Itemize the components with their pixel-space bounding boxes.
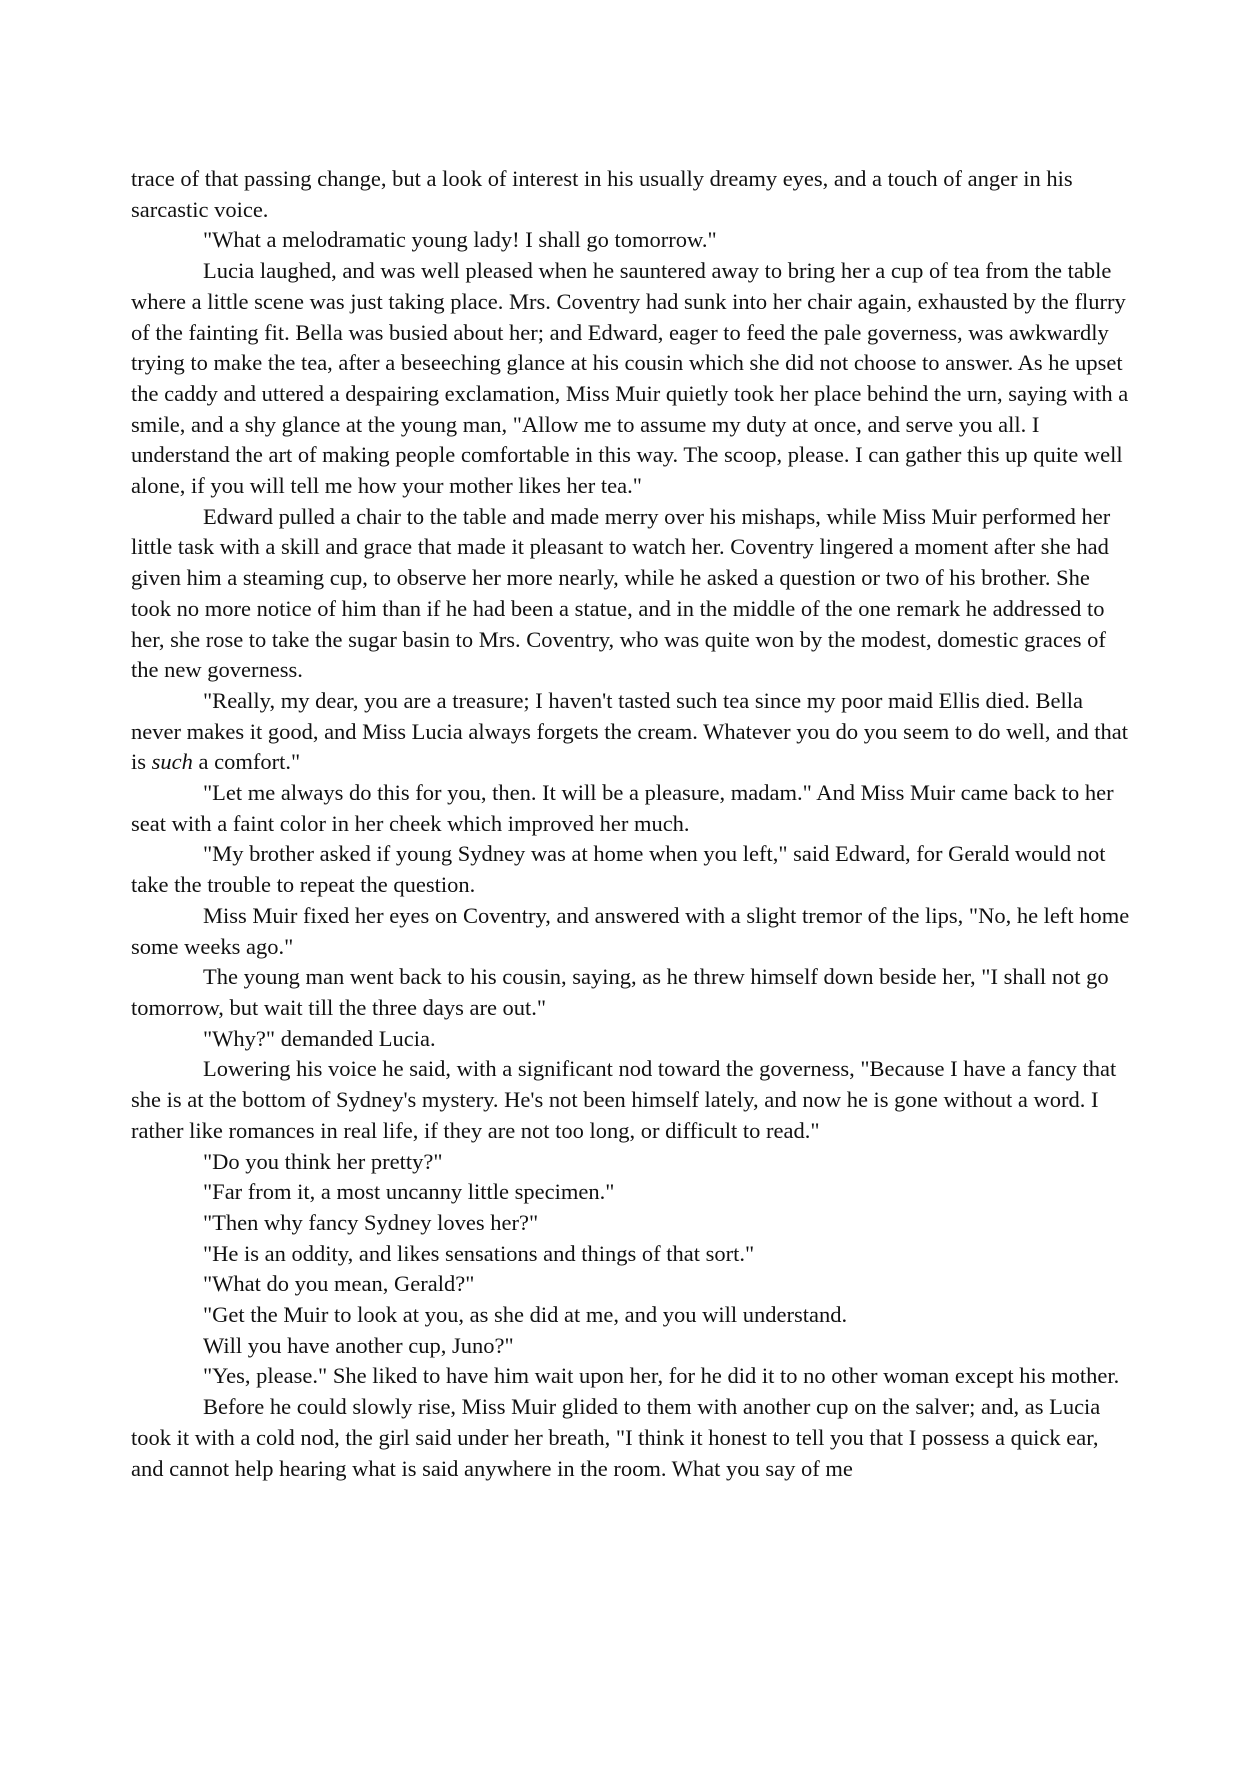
paragraph-text: Edward pulled a chair to the table and made merry over his mishaps, while Miss Muir performed her little task with a skill and grace that made it pleasant to watch her. Coventry lingered a moment after she had given him a steaming cup, to observe her more nearly, while he asked a question or two of his brother. She took no more notice of him than if he had been a statue, and in the middle of the one remark he addressed to her, she rose to take the sugar basin to Mrs. Coventry, who was quite won by the modest, domestic graces of the new governess.: [131, 503, 1111, 683]
paragraph-text: "Do you think her pretty?": [203, 1148, 443, 1174]
paragraph: [131, 1054, 1131, 1146]
paragraph-text: Will you have another cup, Juno?": [203, 1332, 514, 1358]
emphasis-text: such: [151, 749, 193, 775]
paragraph: [131, 778, 1131, 839]
paragraph: [131, 1392, 1131, 1484]
paragraph-text: "He is an oddity, and likes sensations and things of that sort.": [203, 1240, 755, 1266]
paragraph-text: "Far from it, a most uncanny little specimen.": [203, 1179, 615, 1205]
paragraph: [131, 1147, 1131, 1178]
paragraph: [131, 1177, 1131, 1208]
paragraph-text: Before he could slowly rise, Miss Muir glided to them with another cup on the salver; and, as Lucia took it with a cold nod, the girl said under her breath, "I think it honest to tell you that I possess a quick ear, and cannot help hearing what is said anywhere in the room. What you say of me: [131, 1394, 1101, 1481]
paragraph: [131, 1331, 1131, 1362]
paragraph: [131, 1024, 1131, 1055]
paragraph-text: "Yes, please." She liked to have him wait upon her, for he did it to no other woman except his mother.: [203, 1363, 1120, 1389]
paragraph-text: "My brother asked if young Sydney was at home when you left," said Edward, for Gerald would not take the trouble to repeat the question.: [131, 841, 1106, 898]
paragraph-text: "Then why fancy Sydney loves her?": [203, 1209, 539, 1235]
paragraph-text: "Let me always do this for you, then. It will be a pleasure, madam." And Miss Muir came back to her seat with a faint color in her cheek which improved her much.: [131, 780, 1114, 836]
paragraph: [131, 962, 1131, 1023]
paragraph-text: "What do you mean, Gerald?": [203, 1271, 475, 1297]
paragraph: [131, 502, 1131, 686]
paragraph-text: Lucia laughed, and was well pleased when he sauntered away to bring her a cup of tea from the table where a little scene was just taking place. Mrs. Coventry had sunk into her chair again, exhausted by the flurry of the fainting fit. Bella was busied about her; and Edward, eager to feed the pale governess, was awkwardly trying to make the tea, after a beseeching glance at his cousin which she did not choose to answer. As he upset the caddy and uttered a despairing exclamation, Miss Muir quietly took her place behind the urn, saying with a smile, and a shy glance at the young man, "Allow me to assume my duty at once, and serve you all. I understand the art of making people comfortable in this way. The scoop, please. I can gather this up quite well alone, if you will tell me how your mother likes her tea.": [131, 258, 1129, 499]
paragraph: [131, 1361, 1131, 1392]
paragraph-text: "Get the Muir to look at you, as she did at me, and you will understand.: [203, 1302, 848, 1328]
paragraph: [131, 1208, 1131, 1239]
paragraph: [131, 901, 1131, 962]
paragraph-text: "What a melodramatic young lady! I shall go tomorrow.": [203, 227, 717, 253]
paragraph: [131, 686, 1131, 778]
paragraph-text: Miss Muir fixed her eyes on Coventry, and answered with a slight tremor of the lips, "No, he left home some weeks ago.": [131, 902, 1130, 959]
paragraph-text: The young man went back to his cousin, saying, as he threw himself down beside her, "I shall not go tomorrow, but wait till the three days are out.": [131, 964, 1109, 1020]
paragraph: [131, 1300, 1131, 1331]
paragraph: [131, 1269, 1131, 1300]
document-page: [131, 164, 1131, 1484]
paragraph: [131, 225, 1131, 256]
paragraph: [131, 1239, 1131, 1270]
paragraph-text: trace of that passing change, but a look of interest in his usually dreamy eyes, and a touch of anger in his sarcastic voice.: [131, 166, 1073, 222]
paragraph-text: "Why?" demanded Lucia.: [203, 1025, 436, 1051]
paragraph-text: Lowering his voice he said, with a significant nod toward the governess, "Because I have a fancy that she is at the bottom of Sydney's mystery. He's not been himself lately, and now he is gone without a word. I rather like romances in real life, if they are not too long, or difficult to read.": [131, 1056, 1117, 1143]
paragraph: [131, 839, 1131, 900]
paragraph-text: a comfort.": [192, 749, 301, 775]
paragraph: [131, 256, 1131, 502]
paragraph-text: "Really, my dear, you are a treasure; I haven't tasted such tea since my poor maid Ellis died. Bella never makes it good, and Miss Lucia always forgets the cream. Whatever you do you seem to do well, and that is: [131, 687, 1129, 775]
paragraph: [131, 164, 1131, 225]
